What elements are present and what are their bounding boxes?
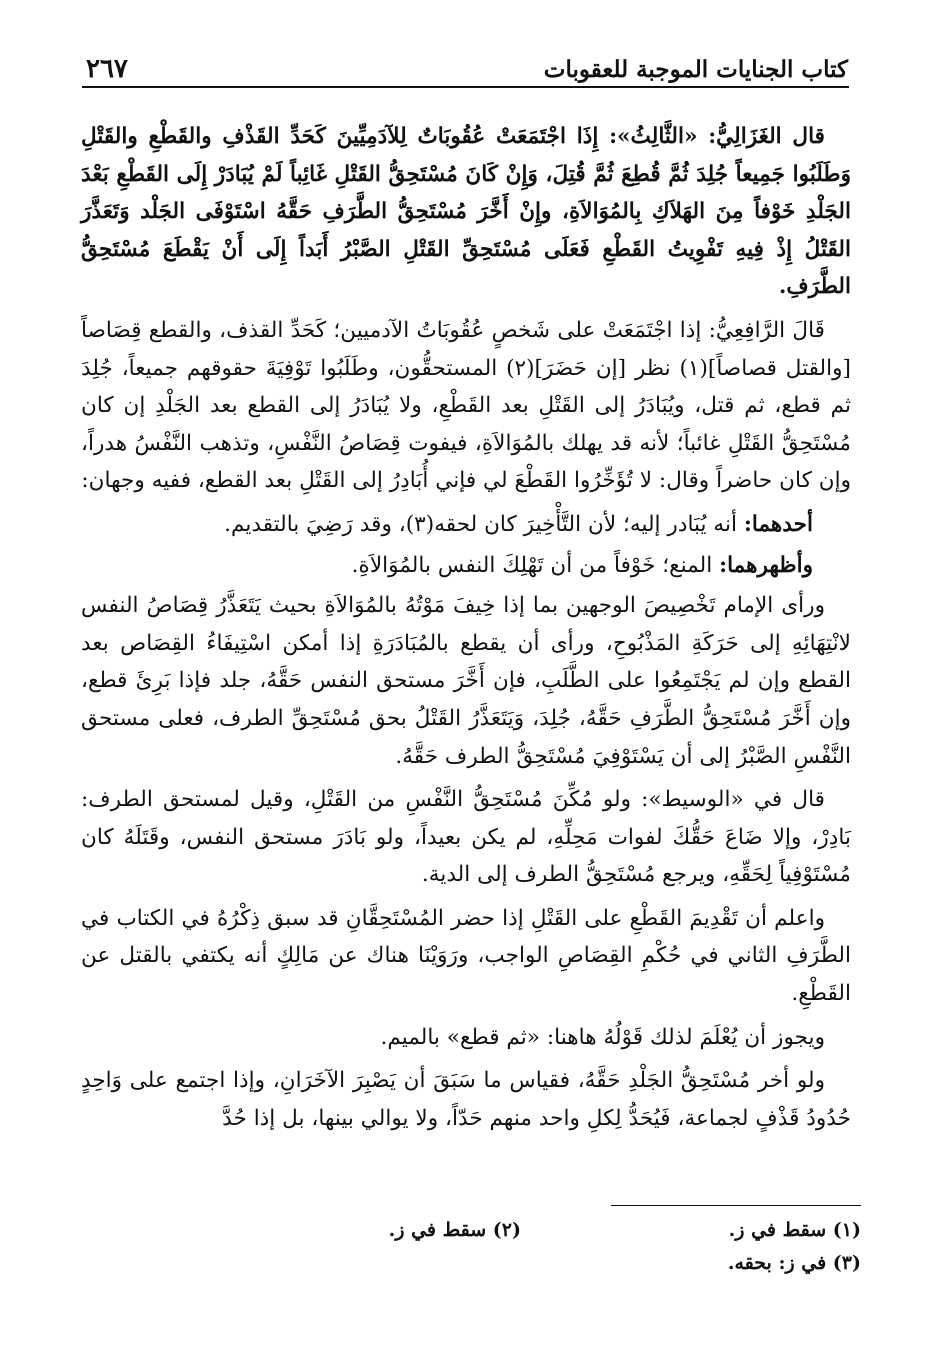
page-number: ٢٦٧ xyxy=(86,54,128,84)
footnote-row xyxy=(181,1214,861,1247)
footnote-row xyxy=(181,1247,861,1280)
matn-paragraph: قال الغَزَالِيُّ: «الثَّالِثُ»: إِذَا اجْتَمَعَتْ عُقُوبَاتٌ لِلآدَمِيِّينَ كَحَدِّ القَذْفِ والقَطْعِ والقَتْلِ وَطَلَبُوا جَمِيعاً جُلِدَ ثُمَّ قُطِعَ ثُمَّ قُتِلَ، وَإِنْ كَانَ مُسْتَحِقُّ القَتْلِ غَائِباً لَمْ يُبَادَرْ إِلَى القَطْعِ بَعْدَ الجَلْدِ خَوْفاً مِنَ الهَلاَكِ بِالمُوَالاَةِ، وإِنْ أَخَّرَ مُسْتَحِقُّ الطَّرَفِ حَقَّهُ اسْتَوْفَى الجَلْد وَتَعَذَّرَ القَتْلُ إِذْ فِيهِ تَفْوِيتُ القَطْعِ فَعَلَى مُسْتَحِقِّ القَتْلِ الصَّبْرُ أَبَداً إِلَى أَنْ يَقْطَعَ مُسْتَحِقُّ الطَّرَفِ. xyxy=(81,124,851,300)
footnote-2: (٢) سقط في ز. xyxy=(388,1219,521,1241)
footnote-rule xyxy=(611,1205,861,1206)
wasit-paragraph: قال في «الوسيط»: ولو مُكِّنَ مُسْتَحِقُّ النَّفْسِ من القَتْلِ، وقيل لمستحق الطرف: بَادِرْ، وإلا ضَاعَ حَقُّكَ لفوات مَحِلِّهِ، لم يكن بعيداً، ولو بَادَرَ مستحق النفس، وقَتَلَهُ كان مُسْتَوْفِياً لِحَقِّهِ، ويرجع مُسْتَحِقُّ الطرف إلى الدية. xyxy=(81,787,851,888)
second-view-lead: وأظهرهما: xyxy=(719,552,813,578)
footnotes xyxy=(181,1214,861,1280)
header-rule xyxy=(82,86,849,88)
closing-paragraph: ولو أخر مُسْتَحِقُّ الجَلْدِ حَقَّهُ، فقياس ما سَبَقَ أن يَصْبِرَ الآخَرَانِ، وإذا اجتمع على وَاحِدٍ حُدُودُ قَذْفٍ لجماعة، فَيُحَدُّ لِكلِ واحد منهم حَدّاً، ولا يوالي بينها، بل إذا حُدَّ xyxy=(81,1068,851,1131)
first-view-text: أنه يُبَادر إليه؛ لأن التَّأْخِيرَ كان لحقه(٣)، وقد رَضِيَ بالتقديم. xyxy=(224,511,738,537)
second-view-text: المنع؛ خَوْفاً من أن تَهْلِكَ النفس بالمُوَالاَةِ. xyxy=(351,552,713,578)
footnote-1: (١) سقط في ز. xyxy=(728,1219,861,1241)
first-view-lead: أحدهما: xyxy=(743,511,813,537)
first-view-item xyxy=(81,506,851,544)
page-header xyxy=(86,52,848,88)
running-title: كتاب الجنايات الموجبة للعقوبات xyxy=(543,56,848,83)
note-paragraph: واعلم أن تَقْدِيمَ القَطْعِ على القَتْلِ إذا حضر المُسْتَحِقَّانِ قد سبق ذِكْرُهُ في الكتاب في الطَّرَفِ الثاني في حُكْمِ القِصَاصِ الواجب، ورَوَيْنَا هناك عن مَالِكٍ أنه يكتفي بالقتل عن القَطْعِ. xyxy=(81,905,851,1007)
second-view-item xyxy=(81,547,851,585)
commentary-paragraph: قَالَ الرَّافِعِيُّ: إذا اجْتَمَعَتْ على شَخصٍ عُقُوبَاتُ الآدميين؛ كَحَدِّ القذف، والقطع قِصَاصاً [والقتل قصاصاً](١) نظر [إن حَضَرَ](٢) المستحقُّون، وطَلَبُوا تَوْفِيَةَ حقوقهم جميعاً، جُلِدَ ثم قطع، ثم قتل، ويُبَادَرُ إلى القَتْلِ بعد القَطْعِ، ولا يُبَادَرُ إلى القطع بعد الجَلْدِ إن كان مُسْتَحِقُّ القَتْلِ غائباً؛ لأنه قد يهلك بالمُوَالاَةِ، فيفوت قِصَاصُ النَّفْسِ، وتذهب النَّفْسُ هدراً، وإن كان حاضراً وقال: لا تُؤَخِّرُوا القَطْعَ لي فإني أُبَادِرُ إلى القَتْلِ بعد القطع، ففيه وجهان: xyxy=(81,317,851,494)
imam-paragraph: ورأى الإمام تَخْصِيصَ الوجهين بما إذا خِيفَ مَوْتُهُ بالمُوَالاَةِ بحيث يَتَعَذَّرُ قِصَاصُ النفس لانْتِهَائِهِ إلى حَرَكَةِ المَذْبُوحِ، ورأى أن يقطع بالمُبَادَرَةِ إذا أمكن اسْتِيفَاءُ القِصَاص بعد القطع وإن لم يَجْتَمِعُوا على الطَّلَبِ، فإن أَخَّرَ مستحق النفس حَقَّهُ، جلد فإذا بَرِئَ قطع، وإن أَخَّرَ مُسْتَحِقُّ الطَّرَفِ حَقَّهُ، جُلِدَ، وَيَتَعَذَّرُ القَتْلُ بحق مُسْتَحِقِّ الطرف، فعلى مستحق النَّفْسِ الصَّبْرُ إلى أن يَسْتَوْفِيَ مُسْتَحِقُّ الطرف حَقَّهُ. xyxy=(81,593,851,769)
mim-paragraph: ويجوز أن يُعْلَمَ لذلك قَوْلُهُ هاهنا: «ثم قطع» بالميم. xyxy=(380,1024,825,1050)
footnote-3: (٣) في ز: بحقه. xyxy=(727,1252,861,1274)
page-body xyxy=(81,118,851,1143)
